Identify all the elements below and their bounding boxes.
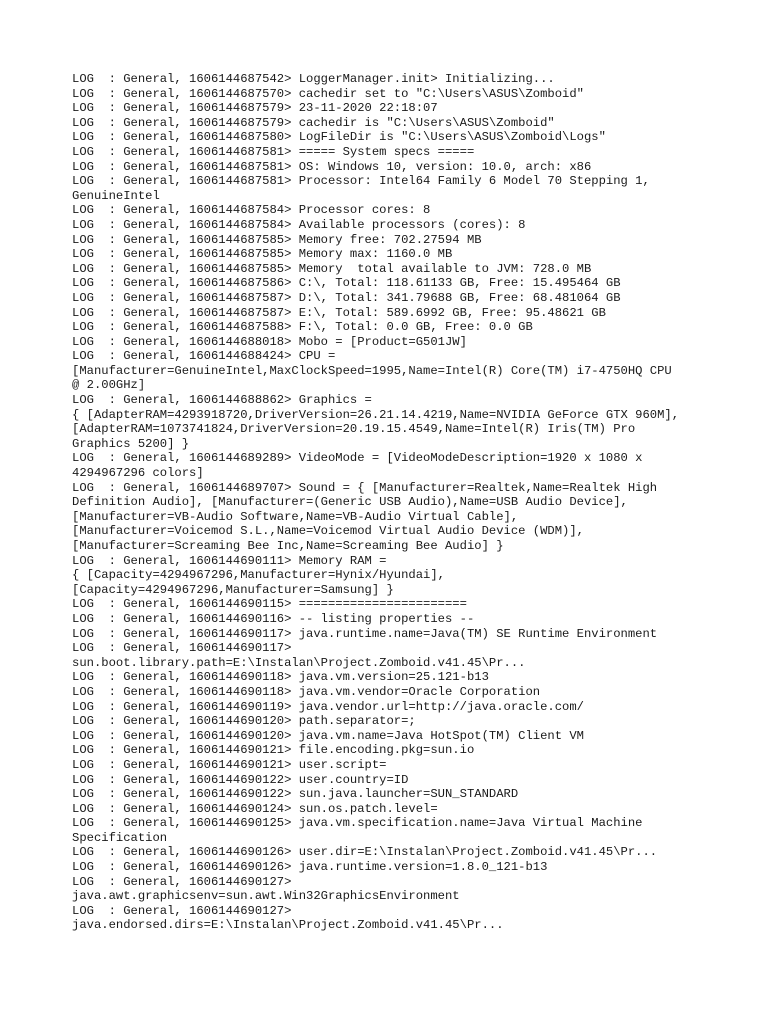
log-line: { [Capacity=4294967296,Manufacturer=Hynix/Hyundai], xyxy=(72,568,445,583)
log-line: LOG : General, 1606144687579> cachedir is "C:\Users\ASUS\Zomboid" xyxy=(72,115,555,130)
log-line: LOG : General, 1606144690127> xyxy=(72,874,292,889)
log-line: [Manufacturer=Screaming Bee Inc,Name=Screaming Bee Audio] } xyxy=(72,539,504,553)
log-line: LOG : General, 1606144688862> Graphics = xyxy=(72,393,372,408)
log-line: LOG : General, 1606144687581> ===== System specs ===== xyxy=(72,144,475,159)
log-line: LOG : General, 1606144690126> java.runtime.version=1.8.0_121-b13 xyxy=(72,860,548,875)
log-line: LOG : General, 1606144687542> LoggerManager.init> Initializing... xyxy=(72,72,555,86)
log-line: LOG : General, 1606144690124> sun.os.patch.level= xyxy=(72,801,438,816)
log-line: LOG : General, 1606144690115> ======================= xyxy=(72,597,467,612)
log-line: LOG : General, 1606144689707> Sound = { [Manufacturer=Realtek,Name=Realtek High xyxy=(72,480,658,495)
log-line: LOG : General, 1606144690126> user.dir=E:\Instalan\Project.Zomboid.v41.45\Pr... xyxy=(72,845,658,860)
log-line: LOG : General, 1606144690117> xyxy=(72,641,292,656)
log-line: LOG : General, 1606144687585> Memory free: 702.27594 MB xyxy=(72,232,482,247)
log-line: LOG : General, 1606144687581> Processor: Intel64 Family 6 Model 70 Stepping 1, xyxy=(72,174,650,189)
log-line: Definition Audio], [Manufacturer=(Generic USB Audio),Name=USB Audio Device], xyxy=(72,495,628,510)
log-line: GenuineIntel xyxy=(72,188,160,203)
log-line: LOG : General, 1606144690121> file.encoding.pkg=sun.io xyxy=(72,743,475,758)
log-line: LOG : General, 1606144690118> java.vm.vendor=Oracle Corporation xyxy=(72,684,541,699)
log-line: Graphics 5200] } xyxy=(72,436,190,451)
log-line: LOG : General, 1606144690117> java.runtime.name=Java(TM) SE Runtime Environment xyxy=(72,626,658,641)
log-line: LOG : General, 1606144687585> Memory total available to JVM: 728.0 MB xyxy=(72,261,592,276)
log-line: LOG : General, 1606144690127> xyxy=(72,903,292,918)
log-line: sun.boot.library.path=E:\Instalan\Project.Zomboid.v41.45\Pr... xyxy=(72,655,526,670)
log-line: LOG : General, 1606144687570> cachedir set to "C:\Users\ASUS\Zomboid" xyxy=(72,86,584,101)
log-line: LOG : General, 1606144690118> java.vm.version=25.121-b13 xyxy=(72,670,489,685)
log-line: [Manufacturer=VB-Audio Software,Name=VB-Audio Virtual Cable], xyxy=(72,509,519,524)
log-line: LOG : General, 1606144690122> user.country=ID xyxy=(72,772,409,787)
log-line: LOG : General, 1606144687581> OS: Windows 10, version: 10.0, arch: x86 xyxy=(72,159,592,174)
log-line: LOG : General, 1606144689289> VideoMode = [VideoModeDescription=1920 x 1080 x xyxy=(72,451,643,466)
log-line: LOG : General, 1606144687587> E:\, Total: 589.6992 GB, Free: 95.48621 GB xyxy=(72,305,606,320)
log-line: LOG : General, 1606144688424> CPU = xyxy=(72,349,336,364)
log-line: [Manufacturer=GenuineIntel,MaxClockSpeed=1995,Name=Intel(R) Core(TM) i7-4750HQ CPU xyxy=(72,363,672,378)
log-line: 4294967296 colors] xyxy=(72,466,204,481)
log-line: [Manufacturer=Voicemod S.L.,Name=Voicemod Virtual Audio Device (WDM)], xyxy=(72,524,584,539)
log-line: LOG : General, 1606144690122> sun.java.launcher=SUN_STANDARD xyxy=(72,787,519,802)
log-line: LOG : General, 1606144687579> 23-11-2020 22:18:07 xyxy=(72,101,438,116)
log-line: java.endorsed.dirs=E:\Instalan\Project.Zomboid.v41.45\Pr... xyxy=(72,918,504,933)
log-line: LOG : General, 1606144687580> LogFileDir is "C:\Users\ASUS\Zomboid\Logs" xyxy=(72,130,606,145)
log-line: LOG : General, 1606144687585> Memory max: 1160.0 MB xyxy=(72,247,453,262)
log-line: Specification xyxy=(72,830,168,845)
log-document xyxy=(72,72,712,933)
log-line: LOG : General, 1606144690125> java.vm.specification.name=Java Virtual Machine xyxy=(72,816,643,831)
log-line: [Capacity=4294967296,Manufacturer=Samsung] } xyxy=(72,582,394,597)
log-line: LOG : General, 1606144690111> Memory RAM = xyxy=(72,553,387,568)
log-line: LOG : General, 1606144687584> Available processors (cores): 8 xyxy=(72,217,526,232)
log-line: java.awt.graphicsenv=sun.awt.Win32GraphicsEnvironment xyxy=(72,889,460,904)
log-line: LOG : General, 1606144690121> user.script= xyxy=(72,757,387,772)
log-line: LOG : General, 1606144688018> Mobo = [Product=G501JW] xyxy=(72,334,467,349)
log-line: @ 2.00GHz] xyxy=(72,378,146,393)
log-line: LOG : General, 1606144687584> Processor cores: 8 xyxy=(72,203,431,218)
log-line: LOG : General, 1606144687586> C:\, Total: 118.61133 GB, Free: 15.495464 GB xyxy=(72,276,621,291)
log-line: LOG : General, 1606144690120> path.separator=; xyxy=(72,714,416,729)
log-line: { [AdapterRAM=4293918720,DriverVersion=26.21.14.4219,Name=NVIDIA GeForce GTX 960M], xyxy=(72,407,680,422)
log-line: [AdapterRAM=1073741824,DriverVersion=20.19.15.4549,Name=Intel(R) Iris(TM) Pro xyxy=(72,422,636,437)
log-line: LOG : General, 1606144687587> D:\, Total: 341.79688 GB, Free: 68.481064 GB xyxy=(72,290,621,305)
log-line: LOG : General, 1606144690120> java.vm.name=Java HotSpot(TM) Client VM xyxy=(72,728,584,743)
log-line: LOG : General, 1606144690116> -- listing properties -- xyxy=(72,611,475,626)
log-line: LOG : General, 1606144687588> F:\, Total: 0.0 GB, Free: 0.0 GB xyxy=(72,320,533,335)
log-line: LOG : General, 1606144690119> java.vendor.url=http://java.oracle.com/ xyxy=(72,699,584,714)
